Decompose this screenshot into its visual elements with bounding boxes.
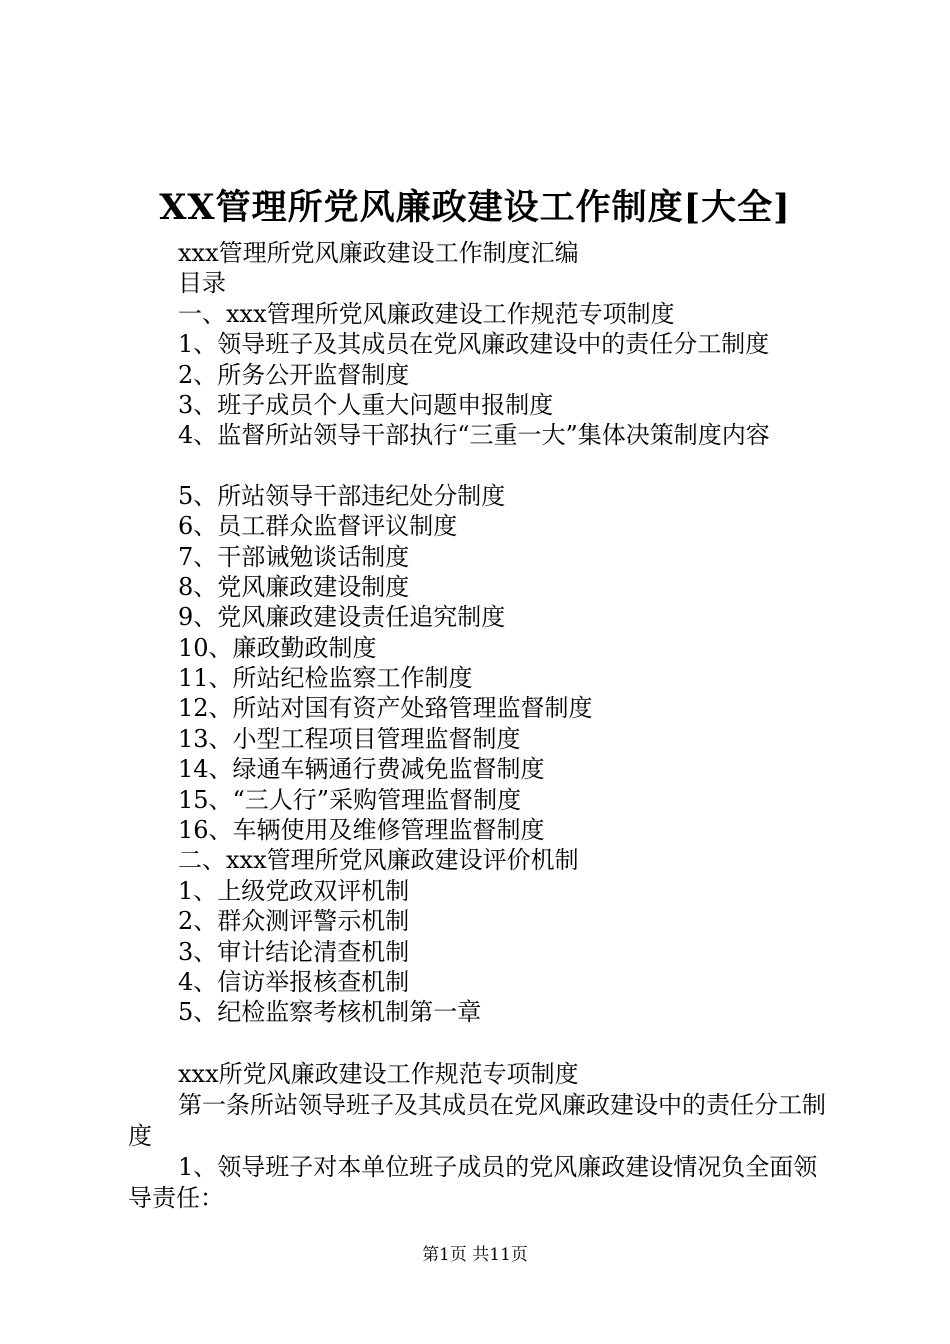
toc-item: 1、上级党政双评机制 — [178, 876, 410, 905]
toc-item: 2、群众测评警示机制 — [178, 907, 410, 936]
toc-item: 14、绿通车辆通行费减免监督制度 — [178, 755, 545, 784]
toc-item: 8、党风廉政建设制度 — [178, 572, 410, 601]
toc-item: 9、党风廉政建设责任追究制度 — [178, 603, 506, 632]
toc-item: 13、小型工程项目管理监督制度 — [178, 724, 521, 753]
body-paragraph: 第一条所站领导班子及其成员在党风廉政建设中的责任分工制度 — [128, 1091, 826, 1150]
toc-item: 1、领导班子及其成员在党风廉政建设中的责任分工制度 — [178, 330, 770, 359]
toc-blank-line — [178, 451, 878, 481]
table-of-contents — [178, 238, 878, 1028]
toc-item: 5、纪检监察考核机制第一章 — [178, 998, 482, 1027]
document-body — [128, 1059, 838, 1214]
toc-item: 6、员工群众监督评议制度 — [178, 512, 458, 541]
toc-section-1: 一、xxx管理所党风廉政建设工作规范专项制度 — [178, 299, 675, 328]
body-subheading: xxx所党风廉政建设工作规范专项制度 — [178, 1060, 579, 1088]
toc-item: 12、所站对国有资产处臵管理监督制度 — [178, 694, 593, 723]
toc-item: 11、所站纪检监察工作制度 — [178, 664, 473, 693]
document-title: XX管理所党风廉政建设工作制度[大全] — [159, 187, 791, 228]
toc-item: 15、“三人行”采购管理监督制度 — [178, 785, 522, 814]
toc-item: 2、所务公开监督制度 — [178, 360, 410, 389]
toc-item: 4、信访举报核查机制 — [178, 967, 410, 996]
toc-item: 10、廉政勤政制度 — [178, 633, 377, 662]
toc-item: 3、审计结论清查机制 — [178, 937, 410, 966]
toc-item: 4、监督所站领导干部执行“三重一大”集体决策制度内容 — [178, 421, 770, 450]
toc-item: 3、班子成员个人重大问题申报制度 — [178, 390, 554, 419]
toc-heading-contents: 目录 — [178, 269, 226, 298]
toc-item: 7、干部诫勉谈话制度 — [178, 542, 410, 571]
toc-section-2: 二、xxx管理所党风廉政建设评价机制 — [178, 846, 579, 875]
body-paragraph: 1、领导班子对本单位班子成员的党风廉政建设情况负全面领导责任： — [128, 1153, 818, 1212]
toc-item: 16、车辆使用及维修管理监督制度 — [178, 816, 545, 845]
page-footer: 第1页 共11页 — [422, 1245, 528, 1265]
toc-heading-compilation: xxx管理所党风廉政建设工作制度汇编 — [178, 239, 579, 267]
toc-item: 5、所站领导干部违纪处分制度 — [178, 481, 506, 510]
